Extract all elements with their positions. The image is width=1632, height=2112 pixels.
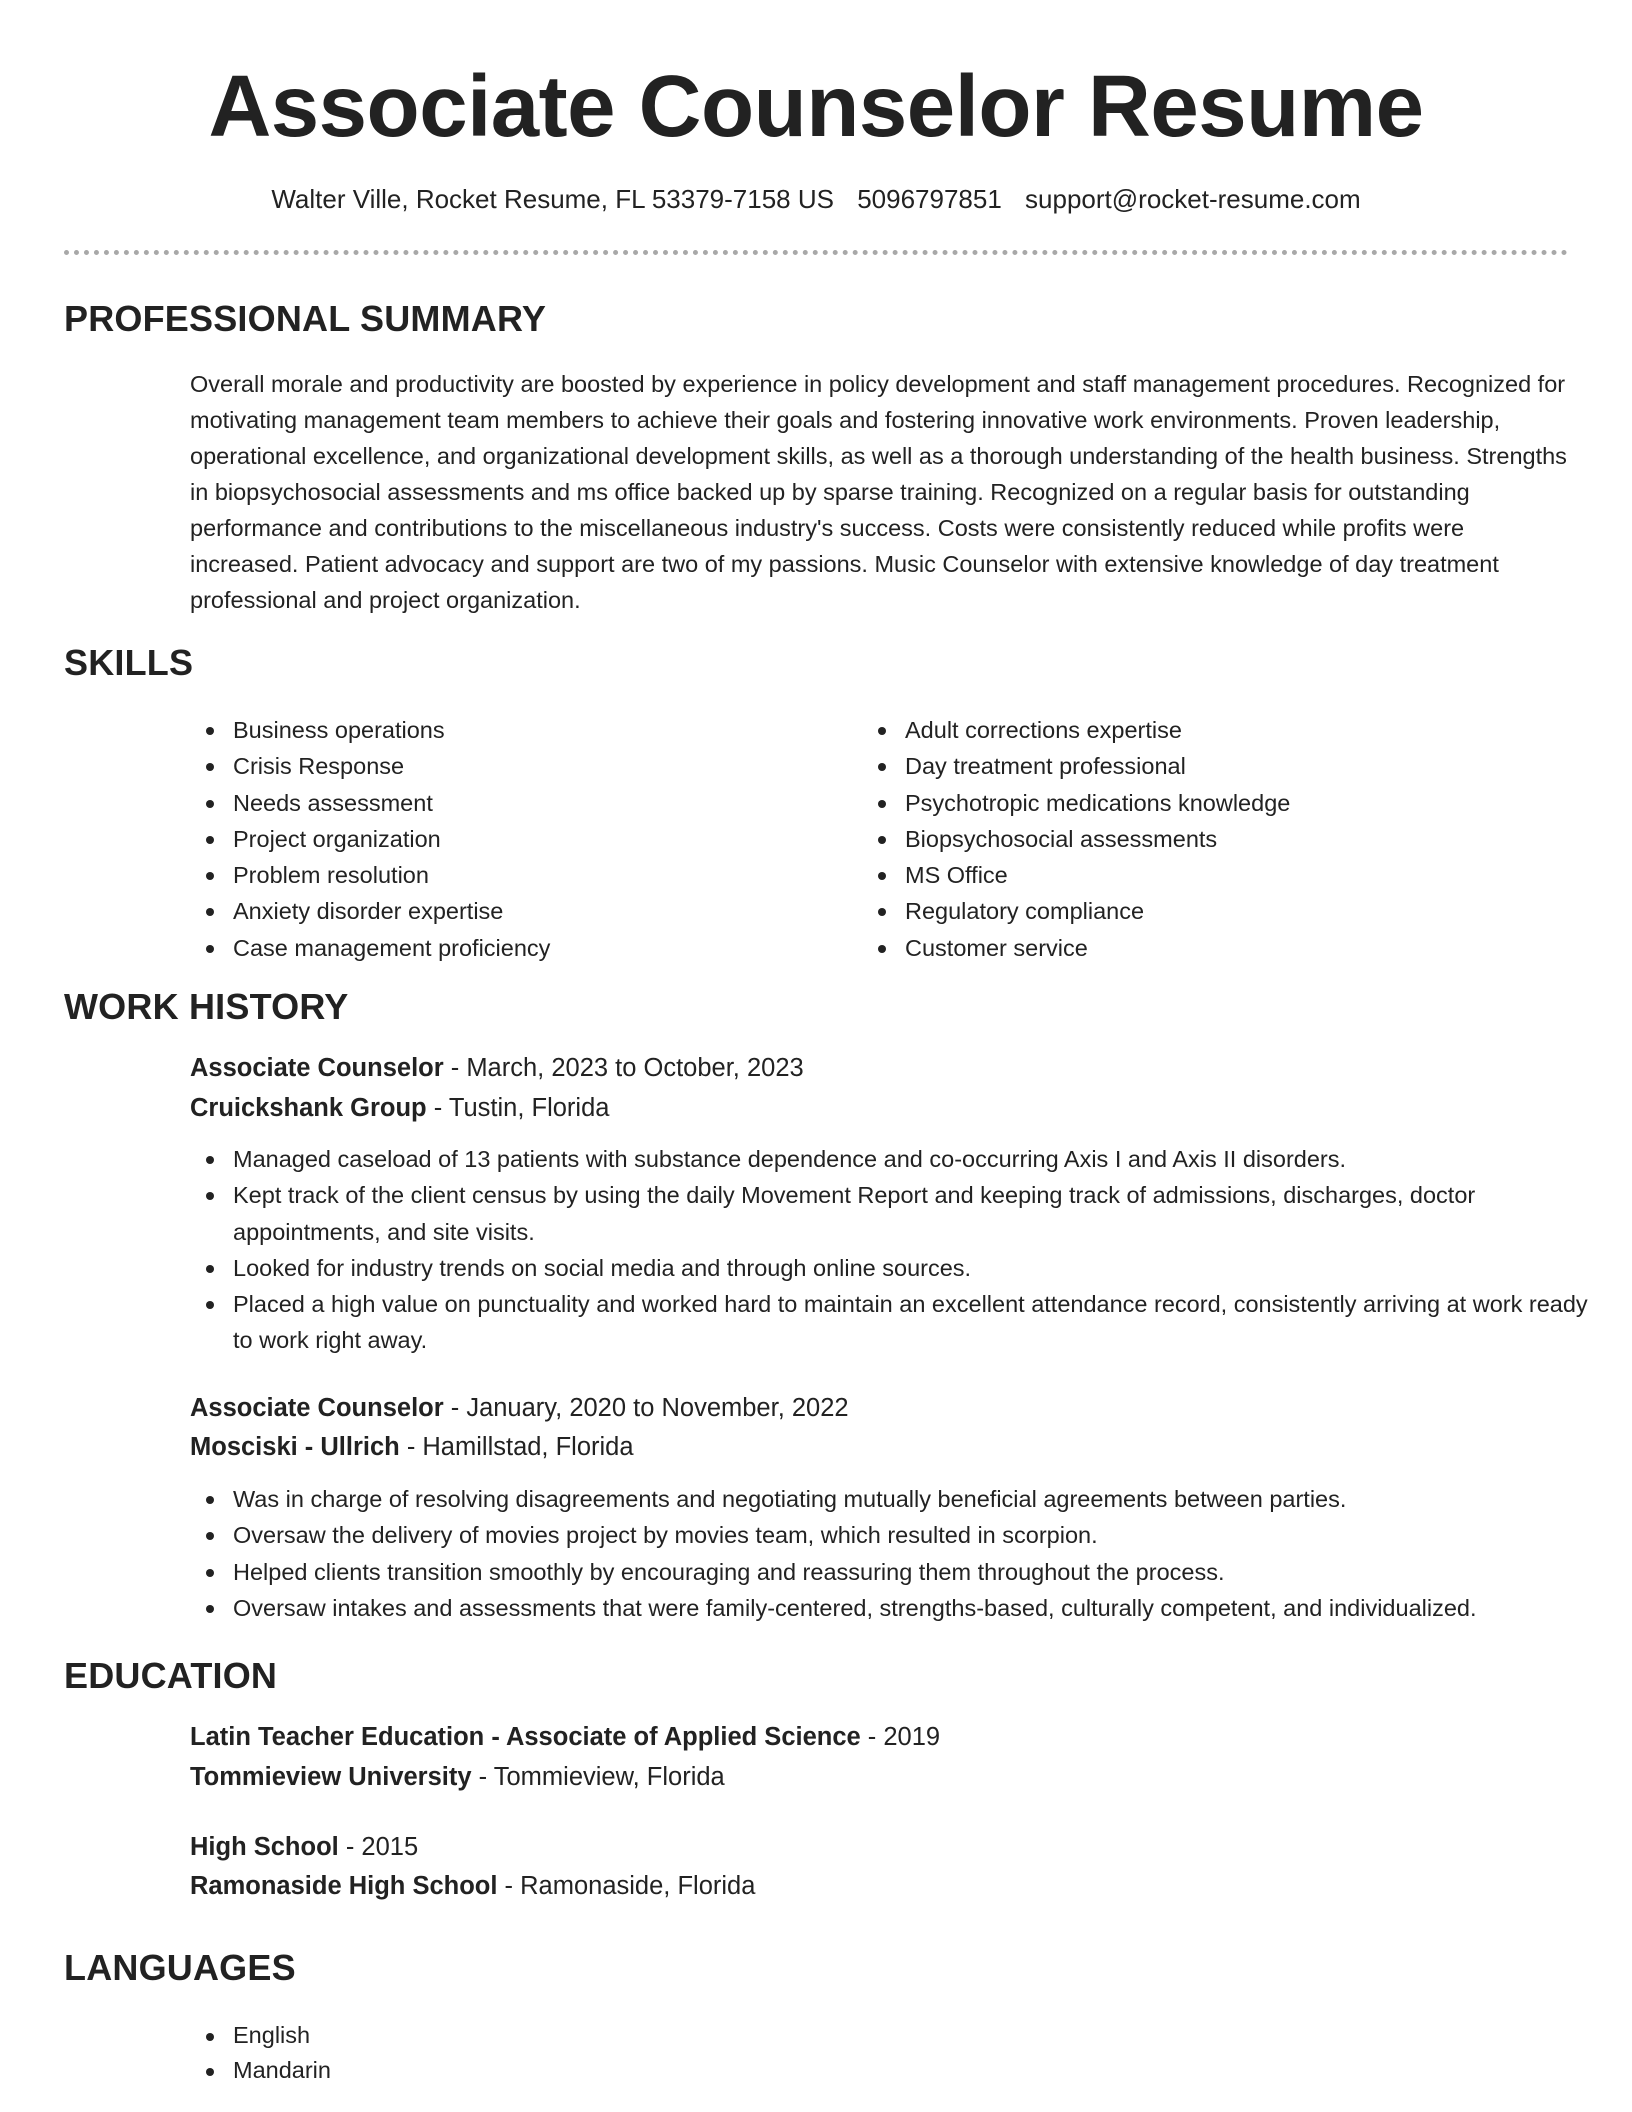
job-location: - Hamillstad, Florida [399,1433,634,1461]
skill-item: Biopsychosocial assessments [905,821,1290,857]
job-title-line [190,1390,849,1426]
languages-heading: LANGUAGES [64,1947,296,1988]
education-location: - Tommieview, Florida [471,1763,725,1791]
skill-item: Anxiety disorder expertise [233,893,550,929]
job-bullets [190,1141,1613,1359]
education-year: - 2015 [338,1833,419,1861]
skill-item: Crisis Response [233,748,550,784]
education-school-line [190,1759,725,1795]
skill-item: Case management proficiency [233,930,550,966]
job-bullet: Managed caseload of 13 patients with substance dependence and co-occurring Axis I and Axis II disorders. [233,1141,1613,1177]
job-bullets [190,1481,1613,1626]
education-school-line [190,1868,755,1904]
summary-heading: PROFESSIONAL SUMMARY [64,298,547,339]
skill-item: Problem resolution [233,857,550,893]
education-degree-line [190,1719,940,1755]
language-item: English [233,2018,331,2053]
education-school: Tommieview University [190,1763,472,1791]
contact-phone: 5096797851 [857,184,1002,214]
work-history-heading: WORK HISTORY [64,986,349,1027]
job-bullet: Oversaw the delivery of movies project by movies team, which resulted in scorpion. [233,1517,1613,1553]
resume-title: Associate Counselor Resume [208,58,1424,155]
skills-list-right [862,712,1290,966]
education-year: - 2019 [860,1723,941,1751]
job-bullet: Looked for industry trends on social media and through online sources. [233,1250,1613,1286]
languages-list [190,2018,331,2088]
job-bullet: Kept track of the client census by using the daily Movement Report and keeping track of admissions, discharges, doctor appointments, and site visits. [233,1177,1613,1250]
job-dates: - January, 2020 to November, 2022 [443,1394,849,1422]
contact-line [0,182,1632,216]
job-location: - Tustin, Florida [426,1094,610,1122]
contact-email[interactable]: support@rocket-resume.com [1025,184,1361,214]
summary-text: Overall morale and productivity are boosted by experience in policy development and staff management procedures. Recognized for motivating management team members to achieve their goals and fostering innovative work environments. Proven leadership, operational excellence, and organizational development skills, as well as a thorough understanding of the health business. Strengths in biopsychosocial assessments and ms office backed up by sparse training. Recognized on a regular basis for outstanding performance and contributions to the miscellaneous industry's success. Costs were consistently reduced while profits were increased. Patient advocacy and support are two of my passions. Music Counselor with extensive knowledge of day treatment professional and project organization. [190,371,1567,613]
job-title: Associate Counselor [190,1054,444,1082]
contact-address: Walter Ville, Rocket Resume, FL 53379-7158 US [271,184,834,214]
skills-heading: SKILLS [64,642,194,683]
skill-item: Day treatment professional [905,748,1290,784]
job-bullet: Was in charge of resolving disagreements and negotiating mutually beneficial agreements between parties. [233,1481,1613,1517]
education-degree: Latin Teacher Education - Associate of Applied Science [190,1723,861,1751]
education-school: Ramonaside High School [190,1872,498,1900]
skill-item: Adult corrections expertise [905,712,1290,748]
job-company: Cruickshank Group [190,1094,427,1122]
education-degree: High School [190,1833,339,1861]
skill-item: Needs assessment [233,785,550,821]
skills-list-left [190,712,550,966]
job-company-line [190,1090,609,1126]
skill-item: Business operations [233,712,550,748]
education-degree-line [190,1829,418,1865]
skill-item: Project organization [233,821,550,857]
header-divider [64,250,1568,255]
skill-item: MS Office [905,857,1290,893]
job-title-line [190,1050,804,1086]
skill-item: Psychotropic medications knowledge [905,785,1290,821]
education-location: - Ramonaside, Florida [497,1872,756,1900]
job-company: Mosciski - Ullrich [190,1433,400,1461]
job-bullet: Helped clients transition smoothly by encouraging and reassuring them throughout the process. [233,1554,1613,1590]
skill-item: Regulatory compliance [905,893,1290,929]
language-item: Mandarin [233,2053,331,2088]
job-title: Associate Counselor [190,1394,444,1422]
job-bullet: Placed a high value on punctuality and worked hard to maintain an excellent attendance record, consistently arriving at work ready to work right away. [233,1286,1613,1359]
job-company-line [190,1429,634,1465]
job-dates: - March, 2023 to October, 2023 [443,1054,804,1082]
education-heading: EDUCATION [64,1655,278,1696]
job-bullet: Oversaw intakes and assessments that were family-centered, strengths-based, culturally competent, and individualized. [233,1590,1613,1626]
skill-item: Customer service [905,930,1290,966]
